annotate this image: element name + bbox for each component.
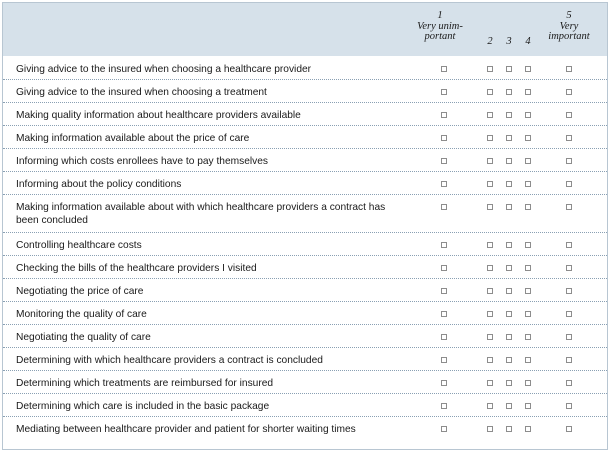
rating-checkbox-3[interactable] — [506, 135, 512, 141]
rating-checkbox-5[interactable] — [566, 242, 572, 248]
row-label: Informing about the policy conditions — [16, 179, 182, 190]
rating-checkbox-3[interactable] — [506, 158, 512, 164]
row-label: Negotiating the price of care — [16, 286, 144, 297]
table-row — [3, 103, 607, 126]
row-label: Informing which costs enrollees have to pay themselves — [16, 156, 268, 167]
rating-checkbox-3[interactable] — [506, 204, 512, 210]
table-row — [3, 302, 607, 325]
table-row — [3, 149, 607, 172]
rating-checkbox-2[interactable] — [487, 135, 493, 141]
rating-checkbox-4[interactable] — [525, 89, 531, 95]
rating-checkbox-5[interactable] — [566, 265, 572, 271]
rating-checkbox-2[interactable] — [487, 89, 493, 95]
rating-checkbox-3[interactable] — [506, 380, 512, 386]
table-row — [3, 172, 607, 195]
rating-checkbox-2[interactable] — [487, 380, 493, 386]
rating-checkbox-4[interactable] — [525, 288, 531, 294]
rating-checkbox-5[interactable] — [566, 426, 572, 432]
table-row — [3, 80, 607, 103]
header-scale-5-text-line2: important — [548, 31, 590, 43]
header-scale-5-number: 5 — [566, 10, 572, 21]
rating-checkbox-2[interactable] — [487, 311, 493, 317]
rating-checkbox-4[interactable] — [525, 112, 531, 118]
row-label: Making quality information about healthcare providers available — [16, 110, 301, 121]
header-scale-5-text-line1: Very — [559, 20, 579, 32]
rating-checkbox-4[interactable] — [525, 311, 531, 317]
row-label: Negotiating the quality of care — [16, 332, 151, 343]
row-label: Determining with which healthcare providers a contract is concluded — [16, 355, 323, 366]
rating-checkbox-3[interactable] — [506, 112, 512, 118]
rating-checkbox-1[interactable] — [441, 357, 447, 363]
rating-checkbox-5[interactable] — [566, 204, 572, 210]
row-label: Checking the bills of the healthcare providers I visited — [16, 263, 257, 274]
rating-checkbox-2[interactable] — [487, 334, 493, 340]
rating-checkbox-5[interactable] — [566, 311, 572, 317]
rating-checkbox-4[interactable] — [525, 181, 531, 187]
header-scale-4: 4 — [525, 36, 531, 47]
rating-checkbox-1[interactable] — [441, 403, 447, 409]
table-row — [3, 126, 607, 149]
rating-checkbox-1[interactable] — [441, 66, 447, 72]
rating-checkbox-3[interactable] — [506, 265, 512, 271]
table-row — [3, 394, 607, 417]
header-scale-1 — [413, 11, 467, 43]
rating-checkbox-2[interactable] — [487, 204, 493, 210]
rating-checkbox-4[interactable] — [525, 158, 531, 164]
rating-checkbox-3[interactable] — [506, 357, 512, 363]
rating-checkbox-1[interactable] — [441, 135, 447, 141]
rating-checkbox-2[interactable] — [487, 357, 493, 363]
rating-checkbox-5[interactable] — [566, 89, 572, 95]
header-scale-5 — [539, 11, 599, 43]
rating-checkbox-5[interactable] — [566, 112, 572, 118]
table-header — [3, 3, 607, 56]
rating-checkbox-2[interactable] — [487, 403, 493, 409]
rating-checkbox-2[interactable] — [487, 181, 493, 187]
rating-checkbox-3[interactable] — [506, 288, 512, 294]
table-row — [3, 348, 607, 371]
table-row — [3, 279, 607, 302]
rating-checkbox-3[interactable] — [506, 334, 512, 340]
rating-checkbox-4[interactable] — [525, 66, 531, 72]
header-scale-1-text-line2: portant — [424, 31, 456, 43]
rating-checkbox-2[interactable] — [487, 265, 493, 271]
table-row — [3, 325, 607, 348]
row-label: Monitoring the quality of care — [16, 309, 147, 320]
rating-checkbox-3[interactable] — [506, 426, 512, 432]
rating-checkbox-4[interactable] — [525, 334, 531, 340]
rating-checkbox-5[interactable] — [566, 66, 572, 72]
table-row — [3, 256, 607, 279]
row-label: Determining which treatments are reimbursed for insured — [16, 378, 274, 389]
rating-checkbox-2[interactable] — [487, 158, 493, 164]
rating-checkbox-1[interactable] — [441, 288, 447, 294]
header-scale-1-text-line1: Very unim- — [417, 20, 463, 32]
rating-checkbox-3[interactable] — [506, 311, 512, 317]
rating-checkbox-4[interactable] — [525, 242, 531, 248]
row-label: Mediating between healthcare provider and patient for shorter waiting times — [16, 424, 356, 435]
table-row — [3, 371, 607, 394]
rating-checkbox-2[interactable] — [487, 242, 493, 248]
rating-checkbox-2[interactable] — [487, 66, 493, 72]
rating-checkbox-5[interactable] — [566, 181, 572, 187]
row-label: Making information available about the price of care — [16, 133, 250, 144]
rating-checkbox-4[interactable] — [525, 380, 531, 386]
rating-checkbox-1[interactable] — [441, 380, 447, 386]
rating-checkbox-1[interactable] — [441, 242, 447, 248]
table-row — [3, 195, 607, 233]
rating-checkbox-5[interactable] — [566, 334, 572, 340]
rating-checkbox-5[interactable] — [566, 288, 572, 294]
rating-checkbox-1[interactable] — [441, 112, 447, 118]
rating-checkbox-4[interactable] — [525, 204, 531, 210]
row-label: Controlling healthcare costs — [16, 240, 142, 251]
rating-checkbox-4[interactable] — [525, 426, 531, 432]
rating-checkbox-4[interactable] — [525, 357, 531, 363]
rating-checkbox-1[interactable] — [441, 89, 447, 95]
survey-table — [2, 2, 608, 450]
header-scale-1-number: 1 — [437, 10, 443, 21]
row-label: Determining which care is included in the basic package — [16, 401, 270, 412]
rating-checkbox-4[interactable] — [525, 265, 531, 271]
table-row — [3, 417, 607, 450]
rating-checkbox-1[interactable] — [441, 158, 447, 164]
rating-checkbox-5[interactable] — [566, 357, 572, 363]
rating-checkbox-4[interactable] — [525, 403, 531, 409]
rating-checkbox-2[interactable] — [487, 112, 493, 118]
rating-checkbox-4[interactable] — [525, 135, 531, 141]
rating-checkbox-1[interactable] — [441, 426, 447, 432]
rating-checkbox-3[interactable] — [506, 89, 512, 95]
rating-checkbox-5[interactable] — [566, 158, 572, 164]
rating-checkbox-1[interactable] — [441, 334, 447, 340]
header-scale-2: 2 — [487, 36, 493, 47]
table-row — [3, 233, 607, 256]
rating-checkbox-1[interactable] — [441, 311, 447, 317]
rating-checkbox-5[interactable] — [566, 403, 572, 409]
rating-checkbox-2[interactable] — [487, 426, 493, 432]
rating-checkbox-1[interactable] — [441, 265, 447, 271]
rating-checkbox-2[interactable] — [487, 288, 493, 294]
row-label: Giving advice to the insured when choosing a treatment — [16, 87, 267, 98]
header-scale-3: 3 — [506, 36, 512, 47]
rating-checkbox-3[interactable] — [506, 181, 512, 187]
row-label: Making information available about with which healthcare providers a contract has been concluded — [16, 202, 386, 227]
rating-checkbox-5[interactable] — [566, 380, 572, 386]
rating-checkbox-3[interactable] — [506, 403, 512, 409]
rating-checkbox-3[interactable] — [506, 242, 512, 248]
rating-checkbox-1[interactable] — [441, 181, 447, 187]
rating-checkbox-5[interactable] — [566, 135, 572, 141]
rating-checkbox-1[interactable] — [441, 204, 447, 210]
rating-checkbox-3[interactable] — [506, 66, 512, 72]
table-row — [3, 57, 607, 80]
row-label: Giving advice to the insured when choosing a healthcare provider — [16, 64, 312, 75]
